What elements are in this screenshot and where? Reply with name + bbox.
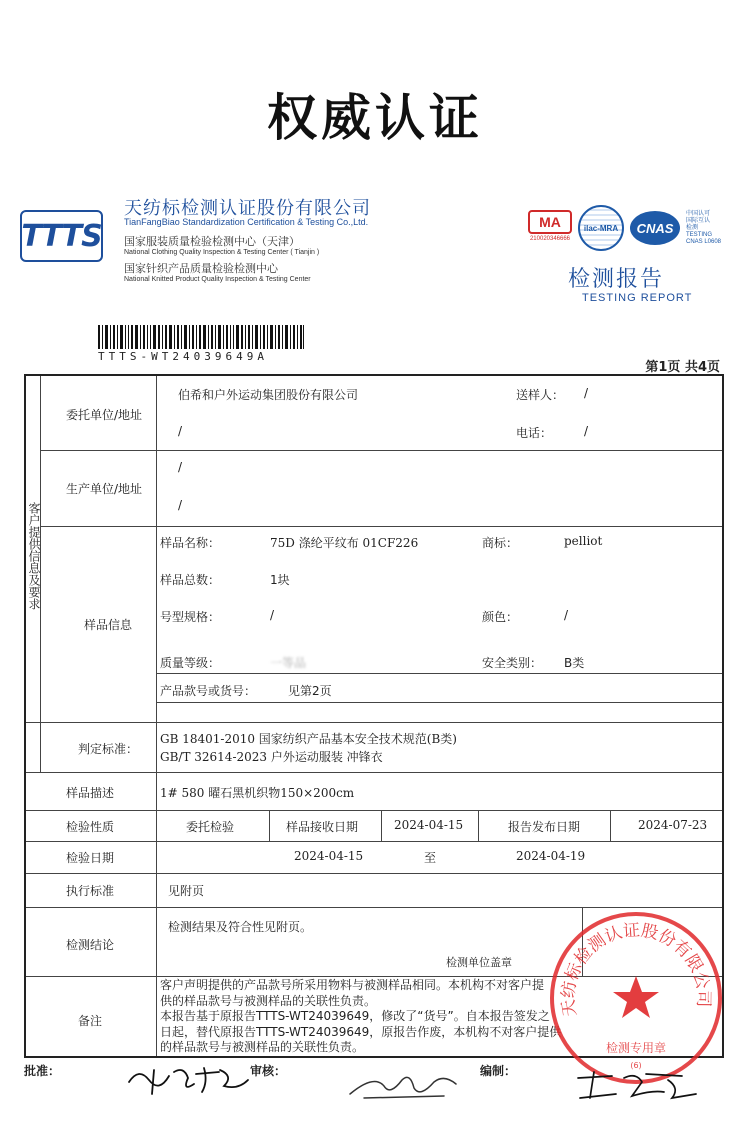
approver-signature xyxy=(124,1062,254,1098)
reviewer-signature xyxy=(344,1068,464,1102)
center1-cn: 国家服装质量检验检测中心（天津） xyxy=(124,235,300,248)
side-label: 客户提供信息及要求 xyxy=(27,502,41,610)
barcode-number: TTTS-WT24039649A xyxy=(98,350,268,363)
grade-label: 质量等级： xyxy=(160,656,221,670)
ttts-logo: TTTS xyxy=(20,210,103,262)
desc-label: 样品描述 xyxy=(66,786,115,800)
color-label: 颜色： xyxy=(482,610,519,624)
report-title-en: TESTING REPORT xyxy=(582,292,693,304)
phone-label: 电话： xyxy=(516,426,553,440)
product-no-label: 产品款号或货号： xyxy=(160,684,257,698)
test-date-to-label: 至 xyxy=(424,851,437,865)
svg-text:(6): (6) xyxy=(630,1061,642,1070)
nature-value: 委托检验 xyxy=(186,820,235,834)
conclusion-label: 检测结论 xyxy=(66,938,115,952)
stamp-note: 检测单位盖章 xyxy=(446,956,512,969)
approve-label: 批准： xyxy=(24,1064,61,1078)
center2-cn: 国家针织产品质量检验检测中心 xyxy=(124,262,278,275)
product-no-value: 见第2页 xyxy=(288,684,332,698)
producer-name: / xyxy=(178,460,183,474)
sample-count-label: 样品总数： xyxy=(160,573,221,587)
barcode xyxy=(98,325,304,349)
issue-date-label: 报告发布日期 xyxy=(508,820,581,834)
phone-value: / xyxy=(584,424,589,438)
svg-text:检测专用章: 检测专用章 xyxy=(605,1041,667,1055)
center2-en: National Knitted Product Quality Inspection & Testing Center xyxy=(124,276,311,283)
recv-date-value: 2024-04-15 xyxy=(394,818,464,832)
remark-line: 客户声明提供的产品款号所采用物料与被测样品相同。本机构不对客户提 xyxy=(160,978,545,992)
page-title: 权威认证 xyxy=(267,89,483,147)
report-title-cn: 检测报告 xyxy=(568,267,665,292)
criteria-line2: GB/T 32614-2023 户外运动服装 冲锋衣 xyxy=(160,750,383,764)
svg-text:天纺标检测认证股份有限公司: 天纺标检测认证股份有限公司 xyxy=(558,920,714,1018)
remark-line: 的样品款号与被测样品的关联性负责。 xyxy=(160,1040,365,1054)
client-label: 委托单位/地址 xyxy=(66,408,143,422)
company-name-en: TianFangBiao Standardization Certification & Testing Co.,Ltd. xyxy=(124,217,369,227)
review-label: 审核： xyxy=(250,1064,287,1078)
recv-date-label: 样品接收日期 xyxy=(286,820,359,834)
sample-count-value: 1块 xyxy=(270,573,290,587)
model-label: 号型规格： xyxy=(160,610,221,624)
grade-value: 一等品 xyxy=(270,656,307,670)
test-date-to: 2024-04-19 xyxy=(516,849,586,863)
standard-value: 见附页 xyxy=(168,884,205,898)
remark-label: 备注 xyxy=(78,1014,103,1028)
safety-value: B类 xyxy=(564,656,585,670)
center1-en: National Clothing Quality Inspection & Testing Center ( Tianjin ) xyxy=(124,249,320,256)
signature-row xyxy=(24,1060,724,1122)
conclusion-value: 检测结果及符合性见附页。 xyxy=(168,920,313,934)
criteria-label: 判定标准： xyxy=(78,742,139,756)
remark-line: 日起，替代原报告TTTS-WT24039649，原报告作废，本机构不对客户提供 xyxy=(160,1024,562,1039)
sender-value: / xyxy=(584,386,589,400)
remark-line: 供的样品款号与被测样品的关联性负责。 xyxy=(160,993,377,1008)
producer-address: / xyxy=(178,498,183,512)
desc-value: 1# 580 曜石黑机织物150×200cm xyxy=(160,786,355,800)
sample-label: 样品信息 xyxy=(84,618,133,632)
compile-label: 编制： xyxy=(480,1064,517,1078)
cnas-caption: 中国认可 国际互认 检测 TESTING CNAS L0608 xyxy=(686,210,722,245)
sample-name-label: 样品名称： xyxy=(160,536,221,550)
standard-label: 执行标准 xyxy=(66,884,115,898)
remark-text xyxy=(160,978,561,1056)
remark-line: 本报告基于原报告TTTS-WT24039649，修改了“货号”。自本报告签发之 xyxy=(160,1009,550,1023)
brand-value: pelliot xyxy=(564,534,603,548)
producer-label: 生产单位/地址 xyxy=(66,482,143,496)
sample-name-value: 75D 涤纶平纹布 01CF226 xyxy=(270,536,419,550)
color-value: / xyxy=(564,608,569,622)
sender-label: 送样人： xyxy=(516,388,565,402)
nature-label: 检验性质 xyxy=(66,820,115,834)
client-address: / xyxy=(178,424,183,438)
model-value: / xyxy=(270,608,275,622)
cnas-logo: CNAS xyxy=(630,211,680,245)
test-date-label: 检验日期 xyxy=(66,851,115,865)
client-name: 伯希和户外运动集团股份有限公司 xyxy=(178,388,359,402)
company-name-cn: 天纺标检测认证股份有限公司 xyxy=(124,198,371,219)
certification-logos xyxy=(528,205,721,251)
safety-label: 安全类别： xyxy=(482,656,543,670)
test-date-from: 2024-04-15 xyxy=(294,849,364,863)
cma-logo: MA 210020346666 xyxy=(528,210,572,246)
brand-label: 商标： xyxy=(482,536,519,550)
compiler-signature xyxy=(572,1068,702,1102)
page-indicator: 第1页 共4页 xyxy=(645,360,720,375)
criteria-line1: GB 18401-2010 国家纺织产品基本安全技术规范(B类) xyxy=(160,732,457,746)
issue-date-value: 2024-07-23 xyxy=(638,818,708,832)
ilac-mra-logo: ilac-MRA xyxy=(578,205,624,251)
